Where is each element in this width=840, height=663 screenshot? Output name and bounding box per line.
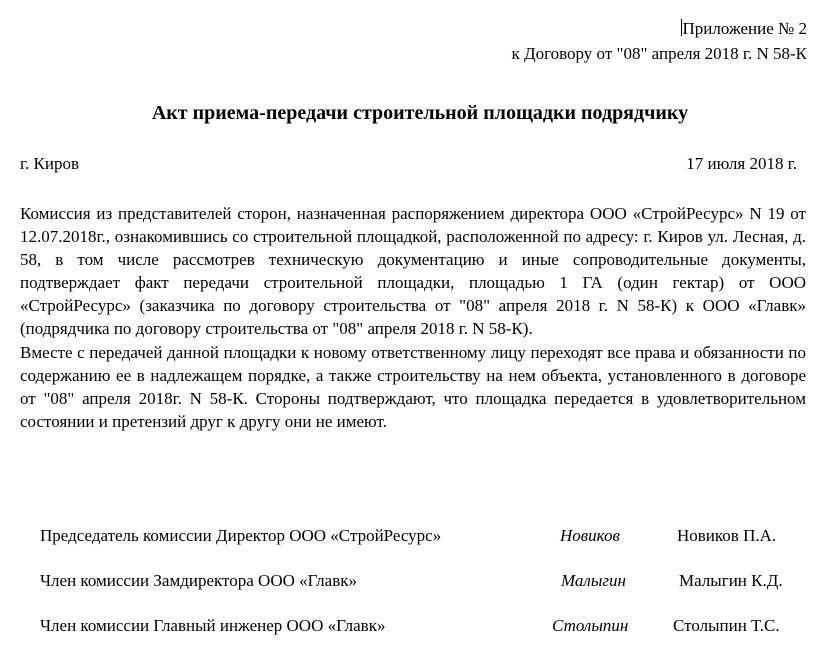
signatures-block xyxy=(40,525,820,660)
signatory-role: Председатель комиссии Директор ООО «СтройРесурс» xyxy=(40,526,442,545)
body-paragraph-2: Вместе с передачей данной площадки к новому ответственному лицу переходят все права и обязанности по содержанию ее в надлежащем порядке, а также строительству на нем объекта, установленного в договоре от "08" апреля 2018г. N 58-К. Стороны подтверждают, что площадка передается в удовлетворительном состоянии и претензий друг к другу они не имеют. xyxy=(20,342,806,431)
handwritten-signature: Малыгин xyxy=(561,571,626,590)
signatory-name: Столыпин Т.С. xyxy=(673,616,780,635)
signature-row xyxy=(40,525,820,570)
text-cursor xyxy=(681,19,682,36)
document-title: Акт приема-передачи строительной площадки подрядчику xyxy=(151,102,689,124)
appendix-line-2: к Договору от "08" апреля 2018 г. N 58-К xyxy=(511,44,807,63)
signatory-name: Новиков П.А. xyxy=(677,526,777,545)
signatory-role: Член комиссии Главный инженер ООО «Главк» xyxy=(40,616,386,635)
document-place: г. Киров xyxy=(20,154,80,173)
handwritten-signature: Новиков xyxy=(560,526,620,545)
place-date-row xyxy=(20,154,797,174)
appendix-header xyxy=(511,16,807,66)
signatory-role: Член комиссии Замдиректора ООО «Главк» xyxy=(40,571,357,590)
appendix-line-1: Приложение № 2 xyxy=(682,19,807,38)
handwritten-signature: Столыпин xyxy=(552,616,629,635)
signature-row xyxy=(40,570,820,615)
document-date: 17 июля 2018 г. xyxy=(686,154,797,173)
signatory-name: Малыгин К.Д. xyxy=(679,571,783,590)
document-body xyxy=(20,202,806,433)
signature-row xyxy=(40,615,820,660)
body-paragraph-1: Комиссия из представителей сторон, назначенная распоряжением директора ООО «СтройРесурс» N 19 от 12.07.2018г., ознакомившись со строительной площадкой, расположенной по адресу: г. Киров ул. Лесная, д. 58, в том числе рассмотрев техническую документацию и иные сопроводительные документы, подтверждает факт передачи строительной площадки, площадью 1 ГА (один гектар) от ООО «СтройРесурс» (заказчика по договору строительства от "08" апреля 2018 г. N 58-К) к ООО «Главк» (подрядчика по договору строительства от "08" апреля 2018 г. N 58-К). xyxy=(20,204,806,339)
